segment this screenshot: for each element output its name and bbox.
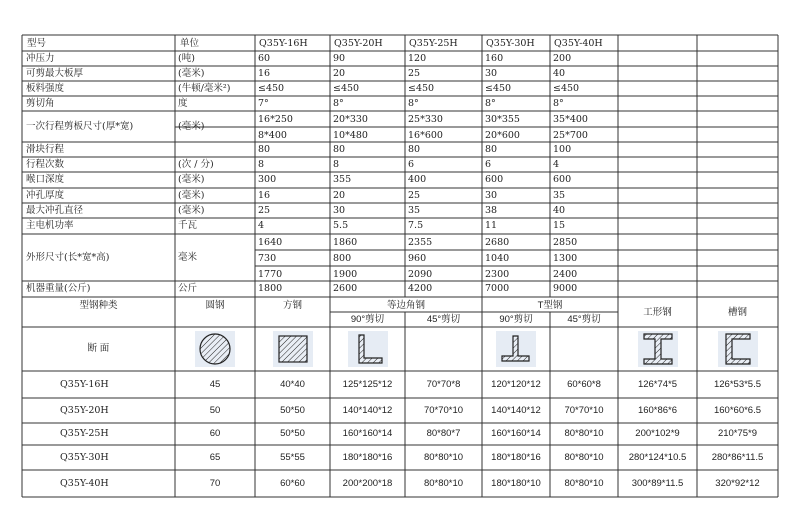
steel-category: 槽钢 bbox=[727, 307, 747, 318]
spec-row-name: 行程次数 bbox=[26, 158, 65, 170]
spec-value: 16 bbox=[258, 189, 271, 201]
steel-value: 140*140*12 bbox=[491, 404, 541, 416]
spec-row-name: 剪切角 bbox=[26, 97, 55, 109]
steel-model: Q35Y-30H bbox=[60, 451, 109, 463]
steel-value: 280*124*10.5 bbox=[628, 451, 687, 463]
spec-row-unit: (牛顿/毫米²) bbox=[178, 82, 231, 94]
steel-value: 50*50 bbox=[280, 404, 305, 416]
steel-value: 40*40 bbox=[280, 378, 305, 390]
spec-value: 600 bbox=[553, 174, 572, 185]
steel-category: 方钢 bbox=[282, 300, 302, 311]
angle-steel-section-icon bbox=[348, 331, 388, 371]
spec-value: 8° bbox=[333, 97, 344, 109]
spec-row-name: 滑块行程 bbox=[26, 143, 65, 155]
steel-value: 65 bbox=[209, 451, 221, 463]
header-model-3: Q35Y-25H bbox=[409, 38, 458, 49]
spec-value: 25 bbox=[408, 189, 421, 201]
channel-steel-section-icon bbox=[718, 331, 758, 371]
spec-value: 1040 bbox=[485, 253, 510, 264]
spec-value: ≤450 bbox=[553, 82, 580, 94]
spec-row-name: 一次行程剪板尺寸(厚*宽) bbox=[26, 120, 134, 132]
steel-value: 60*60*8 bbox=[567, 378, 601, 390]
steel-value: 60*60 bbox=[280, 477, 305, 489]
spec-row-name: 可剪最大板厚 bbox=[26, 67, 84, 79]
steel-value: 160*86*6 bbox=[637, 404, 678, 416]
spec-value: 800 bbox=[333, 253, 352, 264]
header-model-4: Q35Y-30H bbox=[486, 38, 535, 49]
square-bar-section-icon bbox=[273, 331, 313, 371]
steel-model: Q35Y-20H bbox=[60, 404, 109, 416]
spec-value: 5.5 bbox=[333, 220, 349, 231]
steel-value: 80*80*10 bbox=[564, 451, 604, 463]
steel-value: 200*102*9 bbox=[635, 428, 680, 439]
steel-category: 工形钢 bbox=[643, 307, 672, 318]
spec-value: 960 bbox=[408, 253, 427, 264]
spec-value: 1860 bbox=[333, 237, 358, 248]
spec-value: 8° bbox=[553, 97, 564, 109]
spec-value: 20 bbox=[333, 67, 346, 79]
spec-value: 20*600 bbox=[485, 130, 520, 141]
spec-value: 200 bbox=[553, 52, 572, 64]
steel-value: 320*92*12 bbox=[715, 477, 760, 489]
spec-value: 30 bbox=[333, 204, 346, 216]
spec-value: 7.5 bbox=[408, 220, 424, 231]
steel-value: 70*70*10 bbox=[423, 404, 464, 416]
spec-value: 1300 bbox=[553, 253, 578, 264]
steel-value: 50 bbox=[209, 404, 221, 416]
spec-row-name: 冲孔厚度 bbox=[26, 189, 65, 201]
spec-value: 2090 bbox=[408, 269, 433, 280]
steel-value: 210*75*9 bbox=[717, 428, 758, 439]
spec-value: 355 bbox=[333, 174, 352, 185]
section-label: 断 面 bbox=[87, 343, 110, 354]
t-steel-section-icon bbox=[496, 331, 536, 371]
steel-value: 60 bbox=[209, 428, 221, 439]
spec-row-unit: (毫米) bbox=[178, 120, 205, 132]
spec-row-unit: (吨) bbox=[178, 52, 195, 64]
spec-value: 35 bbox=[408, 204, 421, 216]
spec-value: 600 bbox=[485, 174, 504, 185]
steel-value: 160*160*14 bbox=[491, 428, 541, 439]
header-model-2: Q35Y-20H bbox=[334, 38, 383, 49]
spec-value: 2300 bbox=[485, 269, 510, 280]
steel-value: 180*180*10 bbox=[491, 477, 541, 489]
spec-value: 35 bbox=[553, 189, 566, 201]
steel-value: 120*120*12 bbox=[491, 378, 541, 390]
spec-value: 8° bbox=[485, 97, 496, 109]
steel-value: 200*200*18 bbox=[342, 477, 393, 489]
spec-value: 2600 bbox=[333, 283, 358, 294]
spec-value: 9000 bbox=[553, 283, 578, 294]
spec-value: ≤450 bbox=[485, 82, 512, 94]
spec-value: 2850 bbox=[553, 237, 578, 248]
spec-value: ≤450 bbox=[333, 82, 360, 94]
spec-value: 38 bbox=[485, 204, 498, 216]
steel-value: 160*160*14 bbox=[342, 428, 393, 439]
spec-value: 2355 bbox=[408, 237, 433, 248]
spec-value: 6 bbox=[408, 158, 415, 170]
round-bar-section-icon bbox=[195, 331, 235, 371]
spec-value: 25*700 bbox=[553, 130, 588, 141]
spec-value: 160 bbox=[485, 52, 504, 64]
steel-value: 70*70*8 bbox=[426, 378, 461, 390]
spec-value: 100 bbox=[553, 143, 572, 155]
steel-value: 80*80*10 bbox=[423, 477, 464, 489]
spec-value: 25 bbox=[408, 67, 421, 79]
spec-row-unit: (毫米) bbox=[178, 204, 205, 216]
spec-value: 4200 bbox=[408, 283, 433, 294]
spec-row-name: 机器重量(公斤) bbox=[26, 283, 91, 294]
steel-value: 80*80*10 bbox=[423, 451, 464, 463]
spec-value: 1800 bbox=[258, 283, 283, 294]
spec-value: 16*600 bbox=[408, 130, 443, 141]
steel-subcut: 90°剪切 bbox=[499, 314, 533, 325]
steel-value: 300*89*11.5 bbox=[631, 477, 684, 489]
spec-value: 30*355 bbox=[485, 114, 520, 125]
spec-value: 80 bbox=[258, 143, 271, 155]
steel-value: 80*80*7 bbox=[426, 428, 461, 439]
spec-value: 4 bbox=[258, 220, 265, 231]
spec-row-unit: (毫米) bbox=[178, 67, 205, 79]
steel-subcut: 90°剪切 bbox=[350, 314, 385, 325]
header-model-1: Q35Y-16H bbox=[259, 38, 308, 49]
spec-value: 40 bbox=[553, 67, 566, 79]
spec-row-name: 喉口深度 bbox=[26, 174, 65, 185]
spec-value: 1770 bbox=[258, 269, 283, 280]
spec-value: 10*480 bbox=[333, 130, 368, 141]
spec-value: 25 bbox=[258, 204, 271, 216]
steel-model: Q35Y-25H bbox=[60, 428, 109, 439]
spec-value: 11 bbox=[485, 220, 498, 231]
spec-row-unit: 千瓦 bbox=[178, 220, 198, 231]
steel-value: 70 bbox=[209, 477, 221, 489]
spec-row-name: 板料强度 bbox=[26, 82, 65, 94]
spec-value: 16 bbox=[258, 67, 271, 79]
spec-value: ≤450 bbox=[408, 82, 435, 94]
steel-category: T型钢 bbox=[537, 300, 563, 311]
spec-value: 80 bbox=[333, 143, 346, 155]
spec-row-name: 冲压力 bbox=[26, 52, 55, 64]
spec-row-unit: (毫米) bbox=[178, 174, 205, 185]
spec-value: 8 bbox=[258, 158, 265, 170]
steel-value: 80*80*10 bbox=[564, 477, 604, 489]
steel-value: 280*86*11.5 bbox=[711, 451, 764, 463]
spec-row-name: 外形尺寸(长*宽*高) bbox=[26, 251, 110, 263]
steel-value: 126*53*5.5 bbox=[713, 378, 762, 390]
spec-value: 6 bbox=[485, 158, 492, 170]
header-model-5: Q35Y-40H bbox=[554, 38, 603, 49]
steel-value: 180*180*16 bbox=[491, 451, 541, 463]
spec-value: 8*400 bbox=[258, 130, 287, 141]
spec-value: 400 bbox=[408, 174, 427, 185]
spec-row-unit: 度 bbox=[178, 97, 188, 109]
i-beam-section-icon bbox=[638, 331, 678, 371]
spec-row-unit: (毫米) bbox=[178, 189, 205, 201]
spec-row-unit: 公斤 bbox=[178, 283, 198, 294]
steel-value: 180*180*16 bbox=[342, 451, 393, 463]
steel-value: 70*70*10 bbox=[564, 404, 604, 416]
steel-value: 126*74*5 bbox=[637, 378, 678, 390]
spec-value: 20 bbox=[333, 189, 346, 201]
header-model: 型号 bbox=[27, 38, 47, 49]
steel-model: Q35Y-16H bbox=[60, 378, 109, 390]
spec-value: ≤450 bbox=[258, 82, 285, 94]
steel-category: 等边角钢 bbox=[386, 300, 425, 311]
steel-value: 160*60*6.5 bbox=[713, 404, 762, 416]
spec-value: 730 bbox=[258, 253, 277, 264]
spec-value: 80 bbox=[485, 143, 498, 155]
spec-row-unit: 毫米 bbox=[178, 251, 198, 263]
steel-value: 80*80*10 bbox=[564, 428, 604, 439]
steel-category: 圆钢 bbox=[205, 300, 225, 311]
spec-value: 90 bbox=[333, 52, 346, 64]
spec-value: 8 bbox=[333, 158, 340, 170]
spec-value: 40 bbox=[553, 204, 566, 216]
spec-value: 15 bbox=[553, 220, 566, 231]
spec-value: 1640 bbox=[258, 237, 283, 248]
spec-value: 30 bbox=[485, 189, 498, 201]
spec-value: 2680 bbox=[485, 237, 510, 248]
spec-value: 8° bbox=[408, 97, 419, 109]
steel-value: 45 bbox=[209, 378, 221, 390]
steel-value: 50*50 bbox=[280, 428, 305, 439]
spec-value: 7° bbox=[258, 97, 269, 109]
spec-row-name: 最大冲孔直径 bbox=[26, 204, 84, 216]
steel-type-title: 型钢种类 bbox=[79, 300, 118, 311]
spec-row-unit: (次 / 分) bbox=[178, 158, 214, 170]
steel-value: 55*55 bbox=[280, 451, 305, 463]
spec-value: 30 bbox=[485, 67, 498, 79]
spec-value: 35*400 bbox=[553, 114, 588, 125]
spec-value: 25*330 bbox=[408, 114, 443, 125]
spec-value: 2400 bbox=[553, 269, 578, 280]
steel-value: 140*140*12 bbox=[342, 404, 393, 416]
spec-value: 300 bbox=[258, 174, 277, 185]
spec-value: 80 bbox=[408, 143, 421, 155]
spec-value: 16*250 bbox=[258, 114, 293, 125]
spec-value: 60 bbox=[258, 52, 271, 64]
spec-value: 20*330 bbox=[333, 114, 368, 125]
spec-value: 7000 bbox=[485, 283, 510, 294]
spec-value: 120 bbox=[408, 52, 427, 64]
spec-value: 1900 bbox=[333, 269, 358, 280]
spec-value: 4 bbox=[553, 158, 560, 170]
spec-row-name: 主电机功率 bbox=[26, 220, 74, 231]
header-unit: 单位 bbox=[180, 38, 200, 49]
steel-value: 125*125*12 bbox=[342, 378, 393, 390]
steel-model: Q35Y-40H bbox=[60, 477, 109, 489]
steel-subcut: 45°剪切 bbox=[567, 314, 601, 325]
steel-subcut: 45°剪切 bbox=[426, 314, 461, 325]
